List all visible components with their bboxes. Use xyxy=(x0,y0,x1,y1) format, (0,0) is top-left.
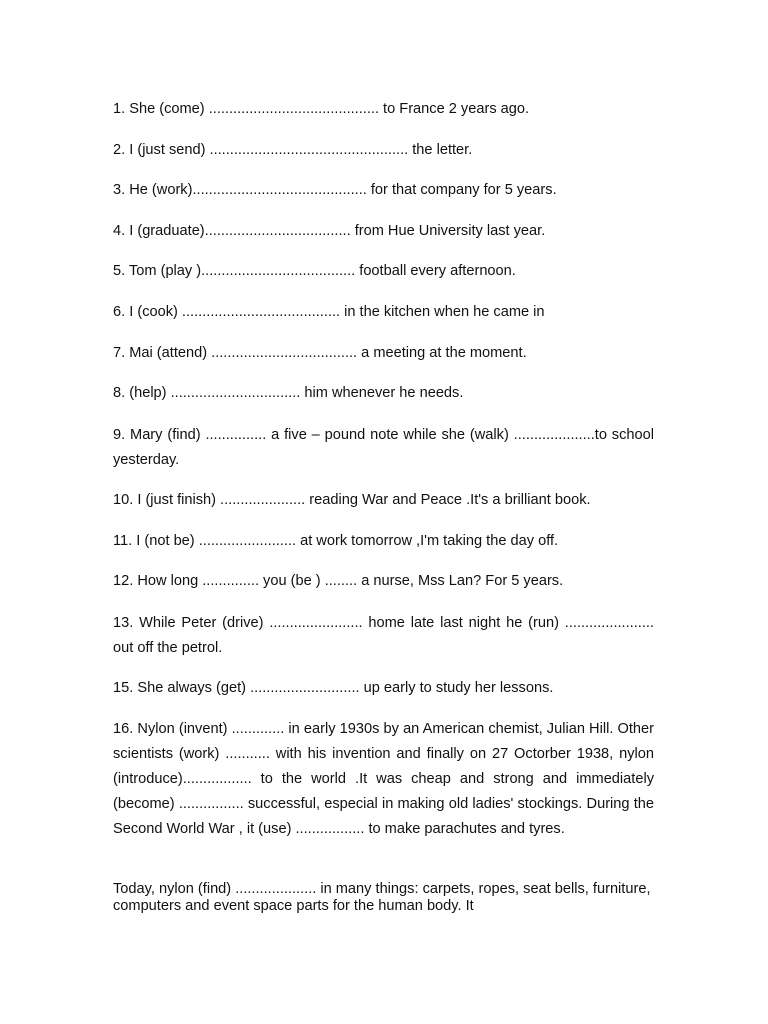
exercise-item-16: 16. Nylon (invent) ............. in early 1930s by an American chemist, Julian Hill. Other scientists (work) ........... with his invention and finally on 27 Octorber 1938, nylon (introduce)................. to the world .It was cheap and strong and immediately (become) ................ successful, especial in making old ladies' stockings. During the Second World War , it (use) ................. to make parachutes and tyres. xyxy=(113,721,654,837)
exercise-item-11: 11. I (not be) ........................ at work tomorrow ,I'm taking the day off. xyxy=(113,533,559,549)
exercise-item-10: 10. I (just finish) ..................... reading War and Peace .It's a brilliant book. xyxy=(113,492,591,508)
closing-paragraph: Today, nylon (find) .................... in many things: carpets, ropes, seat bells, furniture, computers and event space parts for the human body. It xyxy=(113,881,651,914)
exercise-item-15: 15. She always (get) ........................... up early to study her lessons. xyxy=(113,680,554,696)
exercise-item-12: 12. How long .............. you (be ) ........ a nurse, Mss Lan? For 5 years. xyxy=(113,573,564,589)
exercise-item-1: 1. She (come) .......................................... to France 2 years ago. xyxy=(113,101,530,117)
exercise-item-4: 4. I (graduate).................................... from Hue University last year. xyxy=(113,223,546,239)
exercise-item-13: 13. While Peter (drive) ....................... home late last night he (run) ...................... out off the petrol. xyxy=(113,615,654,656)
exercise-item-3: 3. He (work)........................................... for that company for 5 years. xyxy=(113,182,557,198)
exercise-item-5: 5. Tom (play )...................................... football every afternoon. xyxy=(113,263,516,279)
exercise-item-7: 7. Mai (attend) .................................... a meeting at the moment. xyxy=(113,345,527,361)
exercise-item-6: 6. I (cook) ....................................... in the kitchen when he came in xyxy=(113,304,545,320)
exercise-item-8: 8. (help) ................................ him whenever he needs. xyxy=(113,385,464,401)
exercise-item-2: 2. I (just send) ................................................. the letter. xyxy=(113,142,473,158)
exercise-item-9: 9. Mary (find) ............... a five – pound note while she (walk) ....................to school yesterday. xyxy=(113,427,654,468)
